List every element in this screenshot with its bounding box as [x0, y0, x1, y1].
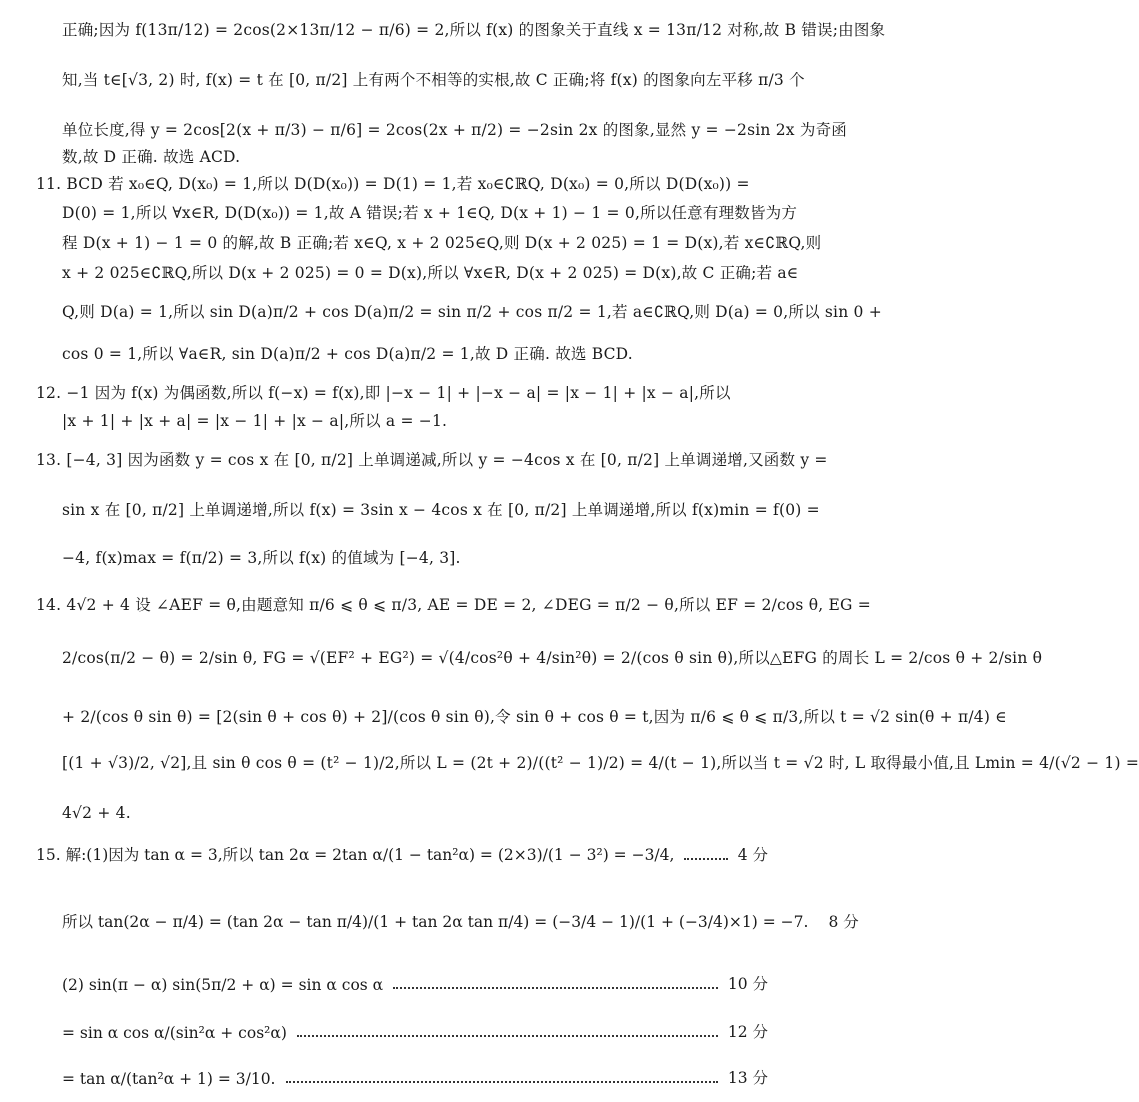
q13-line: −4, f(x)max = f(π/2) = 3,所以 f(x) 的值域为 [−4, 3]. [62, 549, 461, 567]
q13-line: 13. [−4, 3] 因为函数 y = cos x 在 [0, π/2] 上单调递减,所以 y = −4cos x 在 [0, π/2] 上单调递增,又函数 y = [36, 451, 828, 469]
q12-line: |x + 1| + |x + a| = |x − 1| + |x − a|,所以 a = −1. [62, 412, 448, 430]
leader-dots [297, 1035, 718, 1037]
text-line: 单位长度,得 y = 2cos[2(x + π/3) − π/6] = 2cos(2x + π/2) = −2sin 2x 的图象,显然 y = −2sin 2x 为奇函 [62, 121, 847, 139]
leader-dots [684, 858, 727, 860]
text-line: 正确;因为 f(13π/12) = 2cos(2×13π/12 − π/6) = 2,所以 f(x) 的图象关于直线 x = 13π/12 对称,故 B 错误;由图象 [62, 21, 886, 39]
q12-line: 12. −1 因为 f(x) 为偶函数,所以 f(−x) = f(x),即 |−x − 1| + |−x − a| = |x − 1| + |x − a|,所以 [36, 384, 731, 402]
q15-step [62, 1020, 768, 1042]
q11-line: 程 D(x + 1) − 1 = 0 的解,故 B 正确;若 x∈Q, x + 2 025∈Q,则 D(x + 2 025) = 1 = D(x),若 x∈∁ℝQ,则 [62, 234, 822, 252]
q11-line: 11. BCD 若 x₀∈Q, D(x₀) = 1,所以 D(D(x₀)) = D(1) = 1,若 x₀∈∁ℝQ, D(x₀) = 0,所以 D(D(x₀)) = [36, 175, 750, 193]
q11-line: Q,则 D(a) = 1,所以 sin D(a)π/2 + cos D(a)π/2 = sin π/2 + cos π/2 = 1,若 a∈∁ℝQ,则 D(a) = 0,所以 sin 0 + [62, 303, 882, 321]
q15-step-text: 15. 解:(1)因为 tan α = 3,所以 tan 2α = 2tan α/(1 − tan²α) = (2×3)/(1 − 3²) = −3/4, [36, 846, 675, 864]
q11-line: D(0) = 1,所以 ∀x∈R, D(D(x₀)) = 1,故 A 错误;若 x + 1∈Q, D(x + 1) − 1 = 0,所以任意有理数皆为方 [62, 204, 798, 222]
q15-step-text: = sin α cos α/(sin²α + cos²α) [62, 1024, 287, 1042]
q14-line: [(1 + √3)/2, √2],且 sin θ cos θ = (t² − 1)/2,所以 L = (2t + 2)/((t² − 1)/2) = 4/(t − 1),所以当 t = √2 时, L 取得最小值,且 Lmin = 4/(√2 − 1) = [62, 754, 1139, 772]
leader-dots [286, 1081, 718, 1083]
q15-step [36, 843, 768, 865]
q15-step [62, 972, 768, 994]
q13-line: sin x 在 [0, π/2] 上单调递增,所以 f(x) = 3sin x − 4cos x 在 [0, π/2] 上单调递增,所以 f(x)min = f(0) = [62, 501, 820, 519]
score-points: 8 分 [828, 913, 859, 931]
q14-line: 14. 4√2 + 4 设 ∠AEF = θ,由题意知 π/6 ⩽ θ ⩽ π/3, AE = DE = 2, ∠DEG = π/2 − θ,所以 EF = 2/cos θ, EG = [36, 596, 871, 614]
q15-step [62, 910, 859, 932]
score-points: 12 分 [727, 1023, 768, 1041]
q15-step-text: 所以 tan(2α − π/4) = (tan 2α − tan π/4)/(1 + tan 2α tan π/4) = (−3/4 − 1)/(1 + (−3/4)×1) = −7. [62, 913, 809, 931]
text-line: 知,当 t∈[√3, 2) 时, f(x) = t 在 [0, π/2] 上有两个不相等的实根,故 C 正确;将 f(x) 的图象向左平移 π/3 个 [62, 71, 805, 89]
q14-line: 4√2 + 4. [62, 804, 131, 822]
q11-line: cos 0 = 1,所以 ∀a∈R, sin D(a)π/2 + cos D(a)π/2 = 1,故 D 正确. 故选 BCD. [62, 345, 633, 363]
q14-line: 2/cos(π/2 − θ) = 2/sin θ, FG = √(EF² + EG²) = √(4/cos²θ + 4/sin²θ) = 2/(cos θ sin θ),所以△EFG 的周长 L = 2/cos θ + 2/sin θ [62, 649, 1043, 667]
score-points: 13 分 [727, 1069, 768, 1087]
q15-step-text: = tan α/(tan²α + 1) = 3/10. [62, 1070, 276, 1088]
leader-dots [393, 987, 718, 989]
q11-line: x + 2 025∈∁ℝQ,所以 D(x + 2 025) = 0 = D(x),所以 ∀x∈R, D(x + 2 025) = D(x),故 C 正确;若 a∈ [62, 264, 799, 282]
text-line: 数,故 D 正确. 故选 ACD. [62, 148, 241, 166]
q15-step [62, 1066, 768, 1088]
q15-step-text: (2) sin(π − α) sin(5π/2 + α) = sin α cos α [62, 976, 384, 994]
q14-line: + 2/(cos θ sin θ) = [2(sin θ + cos θ) + 2]/(cos θ sin θ),令 sin θ + cos θ = t,因为 π/6 ⩽ θ ⩽ π/3,所以 t = √2 sin(θ + π/4) ∈ [62, 708, 1007, 726]
score-points: 4 分 [737, 846, 768, 864]
score-points: 10 分 [727, 975, 768, 993]
